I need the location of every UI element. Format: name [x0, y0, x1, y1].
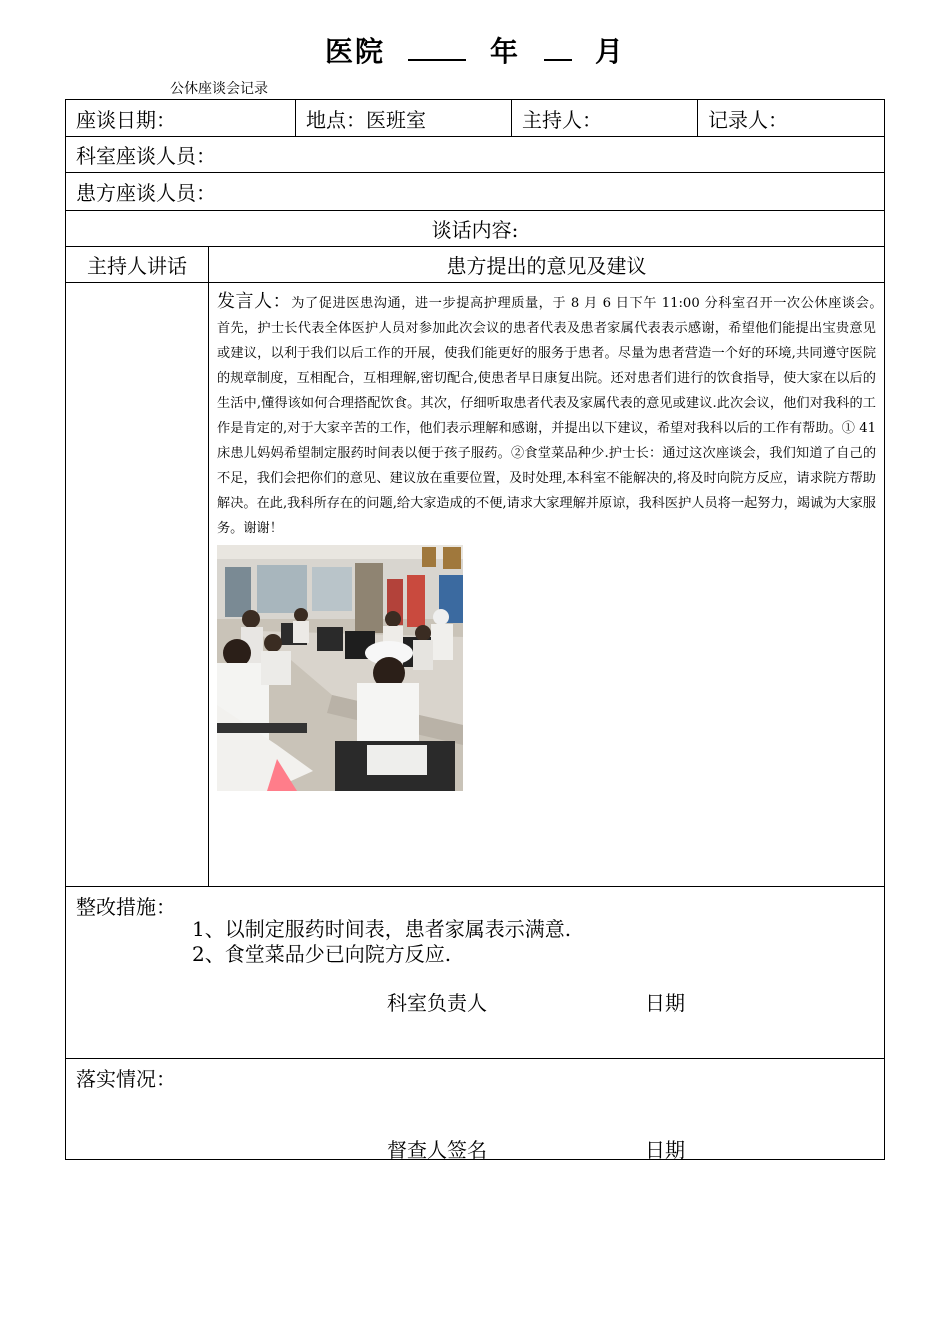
meeting-photo — [217, 545, 463, 791]
rectification-item-1: 1、以制定服药时间表，患者家属表示满意. — [192, 917, 572, 941]
year-blank[interactable] — [408, 37, 466, 61]
patient-opinions-header: 患方提出的意见及建议 — [209, 247, 885, 283]
host-speech-header: 主持人讲话 — [66, 247, 209, 283]
content-heading: 谈话内容: — [66, 211, 885, 247]
implementation-label: 落实情况： — [76, 1067, 176, 1091]
title-hospital: 医院 — [324, 35, 385, 68]
title-month: 月 — [595, 35, 626, 68]
rectification-date-label[interactable]: 日期 — [645, 991, 685, 1015]
rectification-item-2: 2、食堂菜品少已向院方反应. — [192, 942, 452, 966]
patient-attendees-field[interactable]: 患方座谈人员： — [66, 173, 885, 211]
meeting-date-field[interactable]: 座谈日期： — [66, 100, 296, 137]
speaker-label: 发言人： — [217, 291, 292, 312]
month-blank[interactable] — [544, 37, 572, 61]
title-year: 年 — [489, 35, 520, 68]
implementation-date-label[interactable]: 日期 — [645, 1138, 685, 1162]
dept-head-signature-label[interactable]: 科室负责人 — [387, 991, 487, 1015]
host-speech-cell[interactable] — [66, 283, 209, 887]
page-title — [0, 30, 950, 70]
recorder-field[interactable]: 记录人： — [698, 100, 885, 137]
rectification-label: 整改措施： — [76, 895, 176, 919]
host-field[interactable]: 主持人： — [512, 100, 698, 137]
speech-text: 为了促进医患沟通，进一步提高护理质量，于 8 月 6 日下午 11:00 分科室召开一次公休座谈会。 首先，护士长代表全体医护人员对参加此次会议的患者代表及患者家属代表表示感谢，希望他们能提出宝贵意见或建议，以利于我们以后工作的开展，使我们能更好的服务于患者。尽量为患者营造一个好的环境,共同遵守医院的规章制度，互相配合，互相理解,密切配合,使患者早日康复出院。还对患者们进行的饮食指导，使大家在以后的生活中,懂得该如何合理搭配饮食。其次，仔细听取患者代表及家属代表的意见或建议.此次会议，他们对我科的工作是肯定的,对于大家辛苦的工作，他们表示理解和感谢，并提出以下建议，希望对我科以后的工作有帮助。① 41 床患儿妈妈希望制定服药时间表以便于孩子服药。②食堂菜品种少.护士长：通过这次座谈会，我们知道了自己的不足，我们会把你们的意见、建议放在重要位置，及时处理,本科室不能解决的,将及时向院方反应，请求院方帮助解决。在此,我科所存在的问题,给大家造成的不便,请求大家理解并原谅，我科医护人员将一起努力，竭诚为大家服务。谢谢！ — [217, 296, 890, 536]
form-subtitle: 公休座谈会记录 — [170, 81, 268, 97]
dept-attendees-field[interactable]: 科室座谈人员： — [66, 137, 885, 173]
inspector-signature-label[interactable]: 督查人签名 — [387, 1138, 487, 1162]
patient-opinions-cell — [209, 283, 890, 887]
meeting-place-field[interactable]: 地点：医班室 — [296, 100, 512, 137]
